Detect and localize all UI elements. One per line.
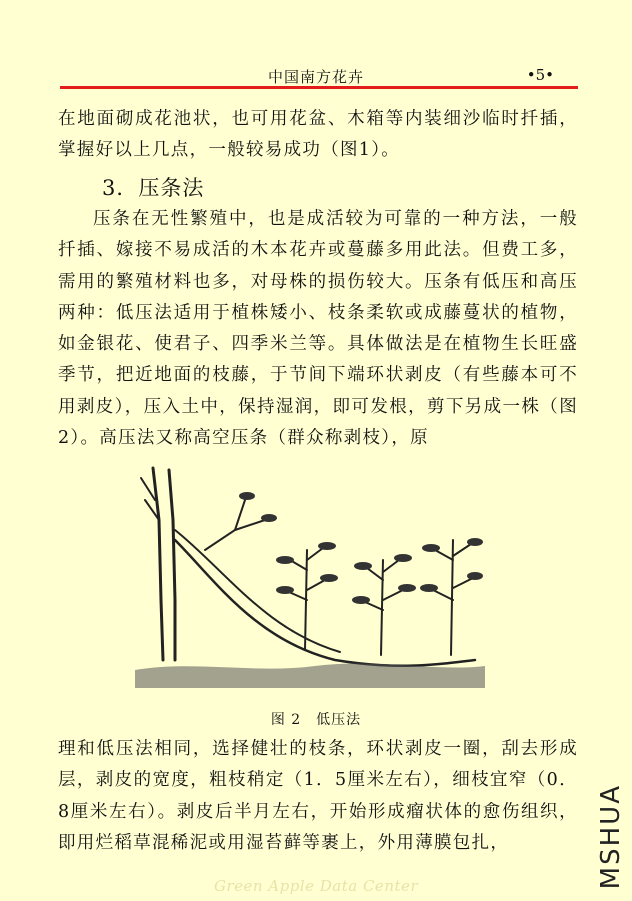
side-mark: MSHUA <box>596 783 626 889</box>
layering-illustration-icon <box>135 460 485 700</box>
body-text-1: 压条在无性繁殖中，也是成活较为可靠的一种方法，一般扦插、嫁接不易成活的木本花卉或蔓藤多用此法。但费工多，需用的繁殖材料也多，对母株的损伤较大。压条有低压和高压两种：低压法适用于植株矮小、枝条柔软或成藤蔓状的植物，如金银花、使君子、四季米兰等。具体做法是在植物生长旺盛季节，把近地面的枝藤，于节间下端环状剥皮（有些藤本可不用剥皮），压入土中，保持湿润，即可发根，剪下另成一株（图2）。高压法又称高空压条（群众称剥枝），原 <box>58 209 578 449</box>
intro-text: 在地面砌成花池状，也可用花盆、木箱等内装细沙临时扦插，掌握好以上几点，一般较易成功（图1）。 <box>58 109 578 161</box>
figure-caption: 图 2 低压法 <box>270 712 362 728</box>
section-heading: 3．压条法 <box>102 176 205 200</box>
body-paragraph-1 <box>58 204 578 454</box>
page-number: •5• <box>526 66 554 84</box>
body-text-2: 理和低压法相同，选择健壮的枝条，环状剥皮一圈，刮去形成层，剥皮的宽度，粗枝稍定（1．5厘米左右），细枝宜窄（0．8厘米左右）。剥皮后半月左右，开始形成瘤状体的愈伤组织，即用烂稻草混稀泥或用湿苔藓等裹上，外用薄膜包扎， <box>58 739 578 853</box>
running-head-title: 中国南方花卉 <box>267 68 364 86</box>
body-paragraph-2 <box>58 734 578 859</box>
header-rule <box>60 86 578 89</box>
layering-figure <box>135 460 485 700</box>
watermark-text: Green Apple Data Center <box>213 877 419 895</box>
intro-paragraph <box>58 104 578 167</box>
